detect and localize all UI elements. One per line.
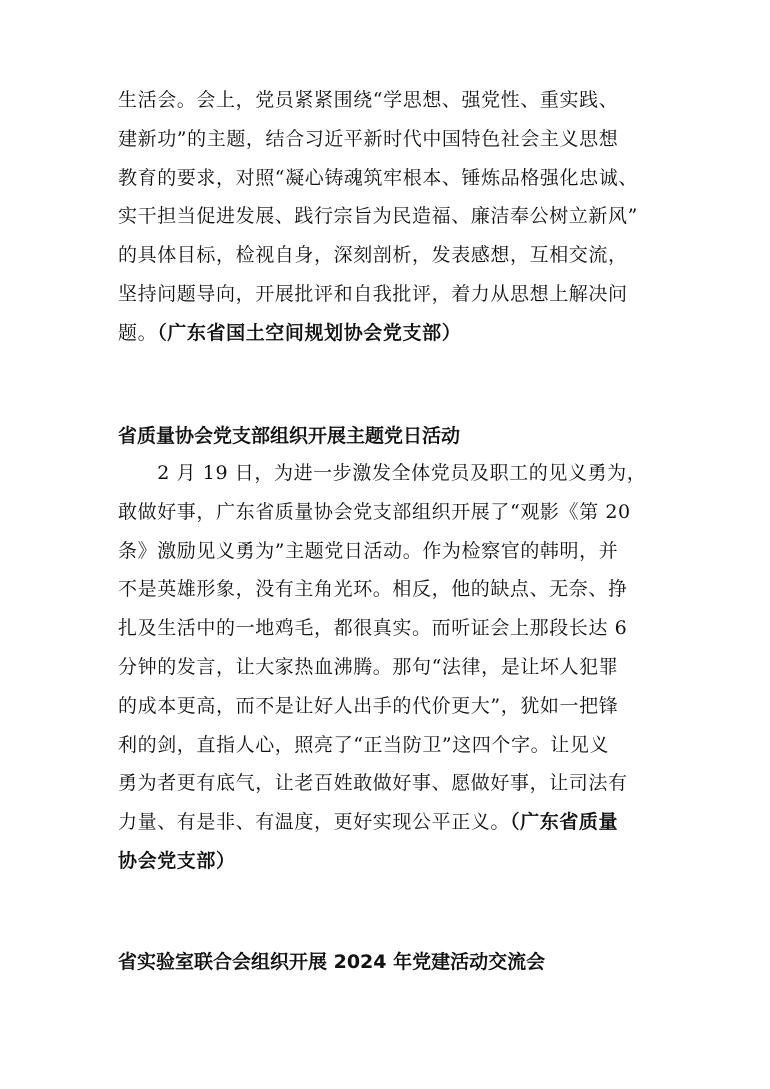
text-line: 生活会。会上，党员紧紧围绕“学思想、强党性、重实践、: [118, 89, 619, 111]
paragraph-lifemeeting: [118, 81, 658, 353]
section-heading: 省实验室联合会组织开展 2024 年党建活动交流会: [118, 951, 546, 973]
source-attribution: （广东省国土空间规划协会党支部）: [157, 321, 462, 344]
text-line: [118, 314, 658, 353]
text-line: 扎及生活中的一地鸡毛，都很真实。而听证会上那段长达 6: [118, 617, 628, 640]
text-line: 勇为者更有底气，让老百姓敢做好事、愿做好事，让司法有: [118, 772, 628, 795]
source-attribution: 协会党支部）: [118, 849, 236, 872]
text-line: 的具体目标，检视自身，深刻剖析，发表感想，互相交流，: [118, 244, 628, 267]
text-line: 教育的要求，对照“凝心铸魂筑牢根本、锤炼品格强化忠诚、: [118, 166, 638, 189]
text-fragment: 题。: [118, 321, 158, 344]
text-line: 分钟的发言，让大家热血沸腾。那句“法律，是让坏人犯罪: [118, 655, 619, 678]
text-line: 实干担当促进发展、践行宗旨为民造福、廉洁奉公树立新风”: [118, 205, 638, 228]
text-line: 建新功”的主题，结合习近平新时代中国特色社会主义思想: [118, 127, 619, 150]
text-line: 敢做好事，广东省质量协会党支部组织开展了“观影《第 20: [118, 500, 631, 523]
text-line: 利的剑，直指人心，照亮了“正当防卫”这四个字。让见义: [118, 733, 610, 756]
source-attribution: （广东省质量: [510, 811, 619, 834]
text-line: 不是英雄形象，没有主角光环。相反，他的缺点、无奈、挣: [118, 578, 628, 601]
text-line: 2 月 19 日，为进一步激发全体党员及职工的见义勇为，: [118, 462, 647, 484]
text-line: 坚持问题导向，开展批评和自我批评，着力从思想上解决问: [118, 282, 628, 305]
text-line: 的成本更高，而不是让好人出手的代价更大”，犹如一把锋: [118, 694, 619, 717]
text-fragment: 力量、有是非、有温度，更好实现公平正义。: [118, 811, 511, 834]
text-line: [118, 803, 658, 842]
paragraph-quality-association: [118, 454, 658, 881]
section-heading: 省质量协会党支部组织开展主题党日活动: [118, 425, 461, 447]
text-line: 条》激励见义勇为”主题党日活动。作为检察官的韩明，并: [118, 539, 619, 562]
